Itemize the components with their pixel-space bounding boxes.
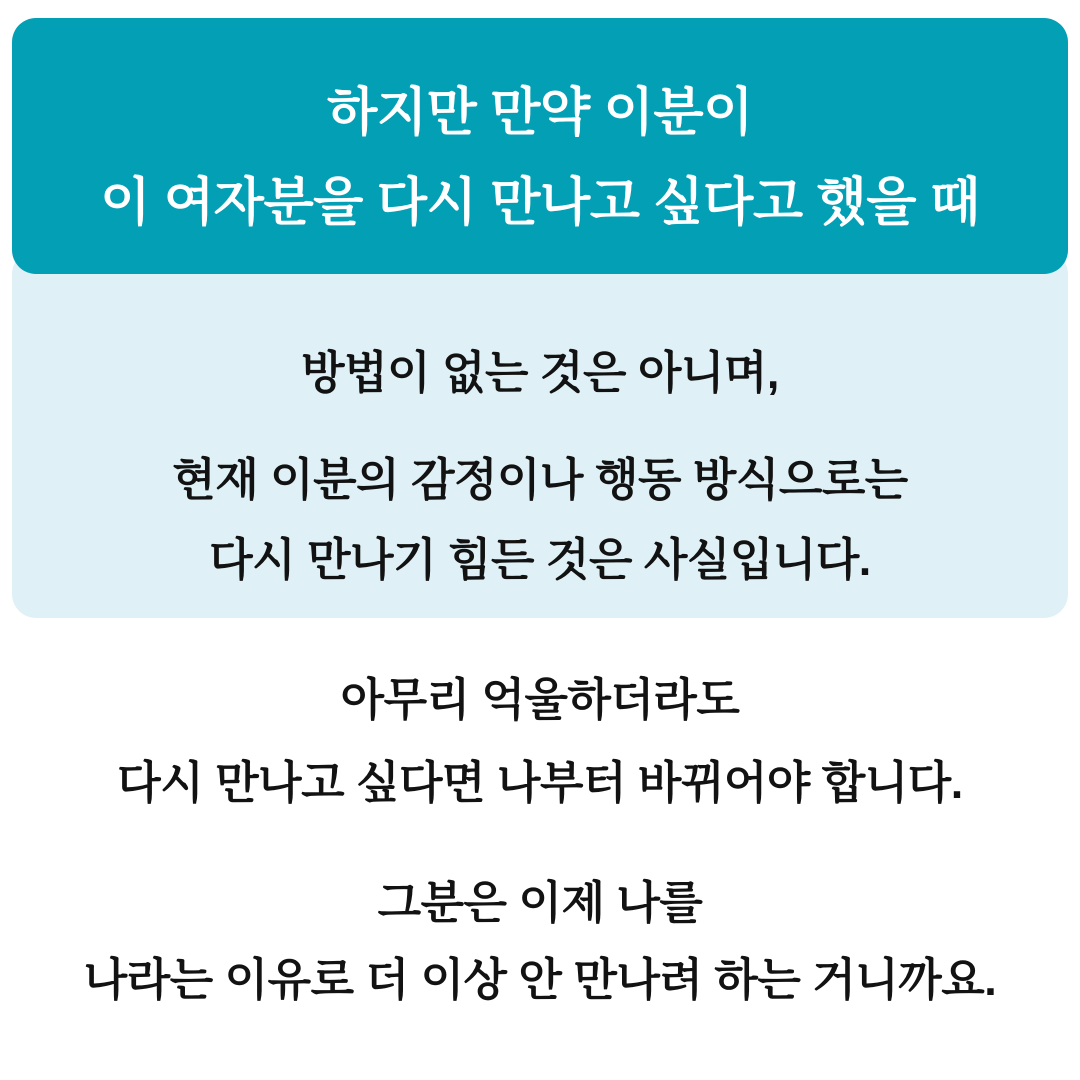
body2-line-1: 그분은 이제 나를 bbox=[377, 877, 703, 928]
header-line-1: 하지만 만약 이분이 bbox=[327, 84, 753, 142]
sub-line-1: 방법이 없는 것은 아니며, bbox=[301, 347, 779, 398]
body2-line-2: 나라는 이유로 더 이상 안 만나려 하는 거니까요. bbox=[83, 954, 997, 1005]
sub-line-3: 다시 만나기 힘든 것은 사실입니다. bbox=[209, 534, 871, 585]
sub-line-2: 현재 이분의 감정이나 행동 방식으로는 bbox=[172, 454, 908, 505]
header-line-2: 이 여자분을 다시 만나고 싶다고 했을 때 bbox=[100, 174, 980, 232]
body1-line-2: 다시 만나고 싶다면 나부터 바뀌어야 합니다. bbox=[117, 757, 963, 808]
header-box bbox=[12, 18, 1068, 274]
body1-line-1: 아무리 억울하더라도 bbox=[340, 674, 740, 725]
subheader-box bbox=[12, 250, 1068, 618]
